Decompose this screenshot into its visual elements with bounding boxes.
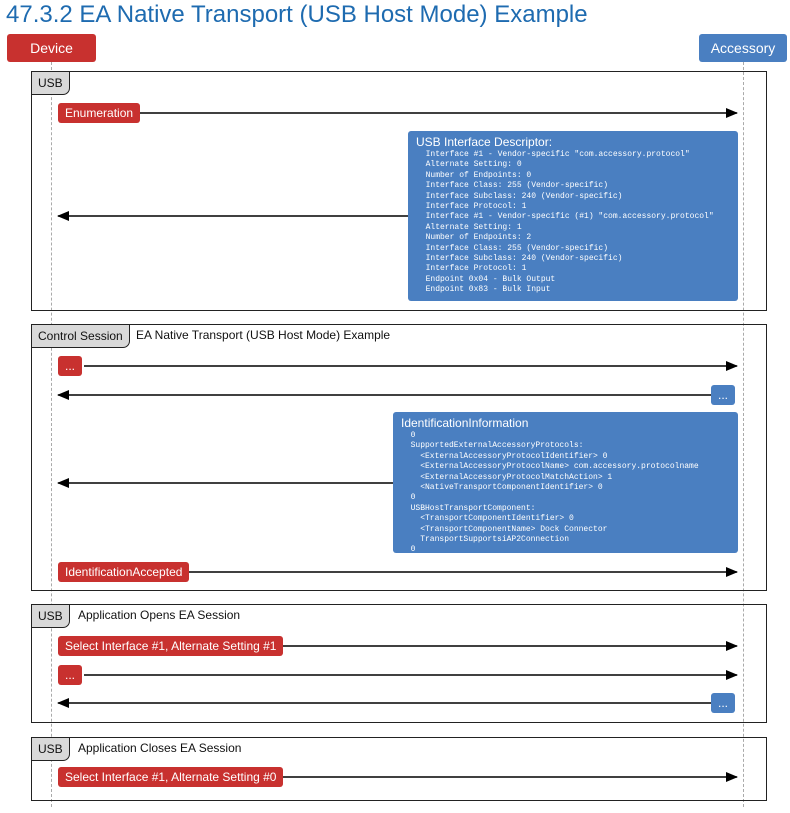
note-line: Alternate Setting: 0 xyxy=(416,160,522,170)
note-line: <ExternalAccessoryProtocolIdentifier> 0 xyxy=(401,451,608,461)
note-line: 0 xyxy=(401,493,416,503)
message-select-alt0: Select Interface #1, Alternate Setting #0 xyxy=(58,767,283,787)
note-line: Interface Subclass: 240 (Vendor-specific) xyxy=(416,254,623,264)
note-line: Interface #1 - Vendor-specific "com.accessory.protocol" xyxy=(416,150,690,159)
message-identification-accepted: IdentificationAccepted xyxy=(58,562,189,582)
group-tab: Control Session xyxy=(31,324,130,348)
note-line: Number of Endpoints: 0 xyxy=(416,170,532,180)
note-line: Alternate Setting: 1 xyxy=(416,222,522,232)
note-line: Number of Endpoints: 2 xyxy=(416,233,532,243)
note-line: TransportSupportsiAP2Connection xyxy=(401,535,570,545)
note-line: <ExternalAccessoryProtocolName> com.accessory.protocolname xyxy=(401,462,699,472)
note-line: 0 xyxy=(401,545,416,555)
note-line: <TransportComponentIdentifier> 0 xyxy=(401,514,574,524)
note-usb-interface-descriptor xyxy=(408,131,738,301)
note-lines xyxy=(416,150,730,296)
note-title: USB Interface Descriptor: xyxy=(416,135,553,149)
message-select-alt1: Select Interface #1, Alternate Setting #1 xyxy=(58,636,283,656)
note-line: <ExternalAccessoryProtocolMatchAction> 1 xyxy=(401,472,613,482)
group-tab: USB xyxy=(31,737,70,761)
note-line: SupportedExternalAccessoryProtocols: xyxy=(401,441,584,451)
group-tab: USB xyxy=(31,71,70,95)
note-lines xyxy=(401,431,730,556)
note-identification-information xyxy=(393,412,738,553)
note-title: IdentificationInformation xyxy=(401,416,529,430)
actor-accessory: Accessory xyxy=(699,34,787,62)
group-description: Application Closes EA Session xyxy=(78,741,242,755)
note-line: Interface Subclass: 240 (Vendor-specific) xyxy=(416,191,623,201)
note-line: USBHostTransportComponent: xyxy=(401,503,536,513)
note-line: 0 xyxy=(401,431,416,440)
note-line: <NativeTransportComponentIdentifier> 0 xyxy=(401,483,603,493)
note-line: <TransportComponentName> Dock Connector xyxy=(401,524,608,534)
group-description: EA Native Transport (USB Host Mode) Example xyxy=(136,328,391,342)
note-line: Interface Class: 255 (Vendor-specific) xyxy=(416,181,609,191)
note-line: Interface Protocol: 1 xyxy=(416,202,527,212)
message-enumeration: Enumeration xyxy=(58,103,140,123)
note-line: Interface Protocol: 1 xyxy=(416,264,527,274)
note-line: Interface #1 - Vendor-specific (#1) "com.accessory.protocol" xyxy=(416,212,714,222)
message-ellipsis: ... xyxy=(711,385,735,405)
note-line: Endpoint 0x04 - Bulk Output xyxy=(416,274,556,284)
message-ellipsis: ... xyxy=(58,356,82,376)
page-title: 47.3.2 EA Native Transport (USB Host Mode) Example xyxy=(6,1,588,28)
group-tab: USB xyxy=(31,604,70,628)
note-line: Endpoint 0x83 - Bulk Input xyxy=(416,285,551,295)
actor-device: Device xyxy=(7,34,96,62)
note-line: Interface Class: 255 (Vendor-specific) xyxy=(416,243,609,253)
message-ellipsis: ... xyxy=(711,693,735,713)
message-ellipsis: ... xyxy=(58,665,82,685)
group-description: Application Opens EA Session xyxy=(78,608,241,622)
